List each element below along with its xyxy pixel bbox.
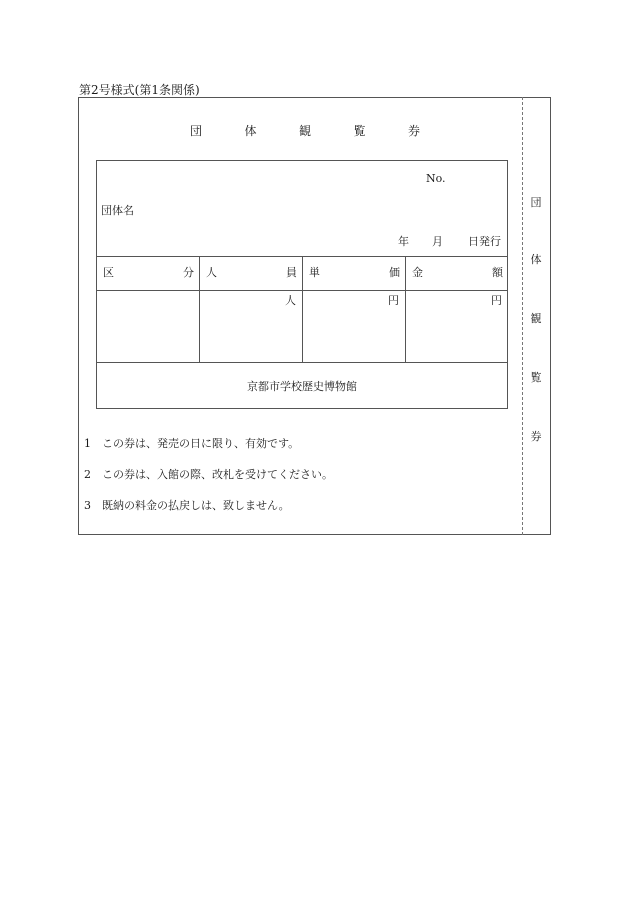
title-char: 券	[407, 124, 420, 138]
column-header-unit-price: 単 価	[309, 266, 400, 279]
unit-yen-amount: 円	[491, 294, 502, 307]
stub-title-char: 団	[530, 196, 542, 209]
table-divider	[302, 256, 303, 362]
column-header-category: 区 分	[103, 266, 194, 279]
ticket-number-label: No.	[426, 172, 446, 185]
stub-title-char: 覧	[530, 371, 542, 384]
column-header-persons: 人 員	[206, 266, 297, 279]
form-number-label: 第2号様式(第1条関係)	[79, 83, 200, 97]
ticket-title	[190, 122, 420, 139]
unit-persons: 人	[285, 294, 296, 307]
title-char: 覧	[353, 124, 366, 138]
note-item: 2 この券は、入館の際、改札を受けてください。	[84, 468, 333, 481]
table-divider	[96, 362, 508, 363]
title-char: 体	[244, 124, 257, 138]
note-item: 3 既納の料金の払戻しは、致しません。	[84, 499, 290, 512]
group-name-label: 団体名	[101, 204, 134, 217]
stub-title-char: 体	[530, 253, 542, 266]
stub-title-char: 観	[530, 312, 542, 325]
stub-title-char: 券	[530, 430, 542, 443]
table-divider	[199, 256, 200, 362]
issuer-name: 京都市学校歴史博物館	[247, 380, 357, 393]
title-char: 観	[298, 124, 311, 138]
issue-month-label: 月	[432, 235, 443, 248]
perforation-line	[522, 97, 523, 535]
table-divider	[405, 256, 406, 362]
issue-year-label: 年	[398, 235, 409, 248]
unit-yen-price: 円	[388, 294, 399, 307]
column-header-amount: 金 額	[412, 266, 503, 279]
note-item: 1 この券は、発売の日に限り、有効です。	[84, 437, 300, 450]
issue-day-label: 日発行	[468, 235, 501, 248]
title-char: 団	[190, 124, 203, 138]
